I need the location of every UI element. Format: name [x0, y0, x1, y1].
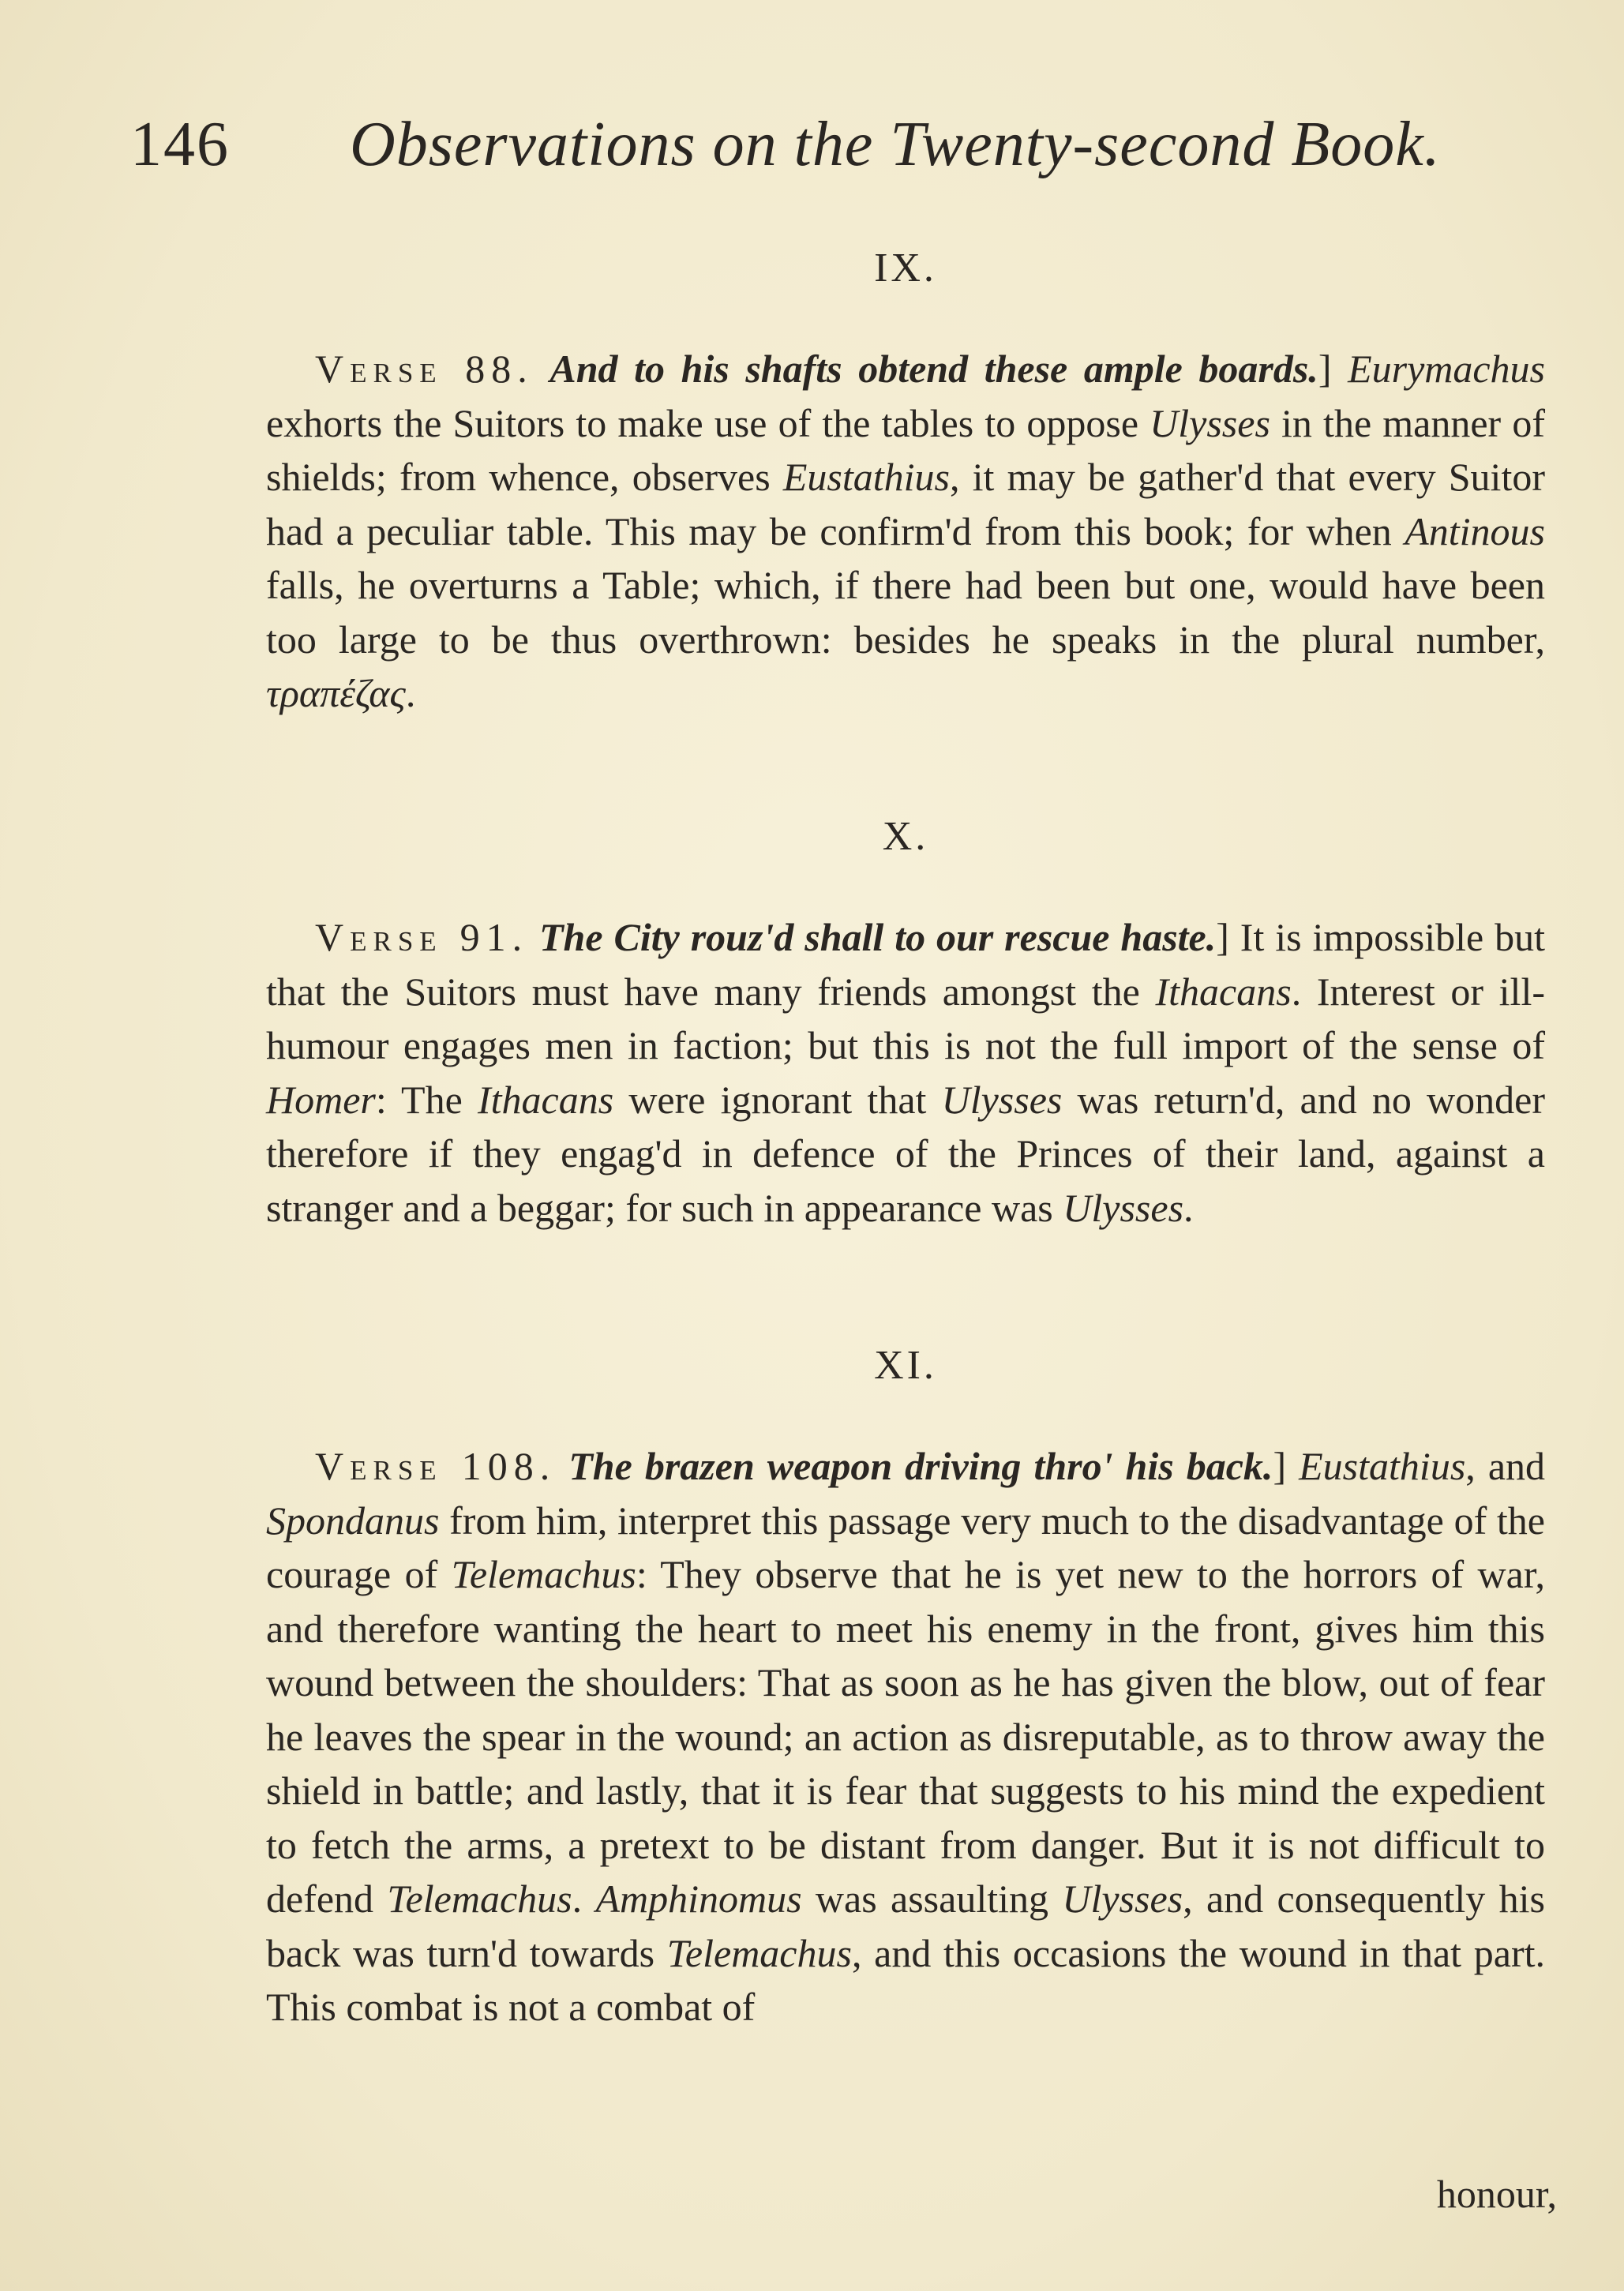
proper-name: Ulysses	[1062, 1877, 1183, 1921]
page-number: 146	[130, 110, 230, 179]
note-text: , and this occasions the wound in that part. This combat is not a combat of	[266, 1930, 1545, 2029]
note-paragraph	[266, 910, 1545, 1235]
note-text	[1331, 347, 1348, 391]
bracket: ]	[1318, 347, 1332, 391]
note-text: , and	[1465, 1444, 1546, 1488]
proper-name: Telemachus	[666, 1930, 852, 1975]
proper-name: Ulysses	[1150, 400, 1270, 445]
note-text: in the manner of shields; from whence, observes	[266, 400, 1545, 499]
note-text: : The	[375, 1077, 478, 1122]
note-section-ix	[266, 245, 1545, 721]
lemma: And to his shafts obtend these ample boards.	[549, 347, 1318, 391]
note-text: falls, he overturns a Table; which, if there had been but one, would have been too large to be thus overthrown: besides he speaks in the plural number,	[266, 563, 1545, 662]
note-text	[1286, 1444, 1299, 1488]
note-text: was assaulting	[801, 1877, 1063, 1921]
proper-name: Eustathius	[782, 455, 950, 499]
verse-label: Verse 88.	[315, 347, 534, 391]
verse-label: Verse 91.	[315, 915, 529, 959]
note-section-x	[266, 813, 1545, 1235]
note-text: was return'd, and no wonder therefore if they engag'd in defence of the Princes of their land, against a stranger and a beggar; for such in appearance was	[266, 1077, 1546, 1230]
proper-name: Telemachus	[387, 1877, 572, 1921]
lemma: The brazen weapon driving thro' his back.	[568, 1444, 1273, 1488]
note-text: from him, interpret this passage very much to the disadvantage of the courage of	[266, 1498, 1545, 1596]
proper-name: Antinous	[1405, 508, 1545, 553]
verse-label: Verse 108.	[315, 1444, 557, 1488]
proper-name: Homer	[266, 1077, 376, 1122]
bracket: ]	[1216, 915, 1229, 959]
proper-name: Eustathius	[1299, 1444, 1466, 1488]
note-text: . Interest or ill-humour engages men in faction; but this is not the full import of the sense of	[266, 969, 1545, 1067]
note-text: .	[1183, 1185, 1194, 1230]
proper-name: Eurymachus	[1348, 347, 1546, 391]
note-text: .	[405, 671, 416, 715]
greek-word: τραπέζας	[266, 671, 406, 715]
proper-name: Ulysses	[941, 1077, 1063, 1122]
lemma: The City rouz'd shall to our rescue haste.	[539, 915, 1217, 959]
note-section-xi	[266, 1342, 1545, 2034]
note-text: It is impossible but that the Suitors must have many friends amongst the	[266, 915, 1545, 1014]
section-numeral: IX.	[874, 246, 937, 291]
note-text: , and consequently his back was turn'd towards	[266, 1877, 1545, 1975]
note-text: : They observe that he is yet new to the horrors of war, and therefore wanting the heart to meet his enemy in the front, gives him this wound between the shoulders: That as soon as he has given the blow, out of fear he leaves the spear in the wound; an action as disreputable, as to throw away the shield in battle; and lastly, that it is fear that suggests to his mind the expedient to fetch the arms, a pretext to be distant from danger. But it is not difficult to defend	[266, 1552, 1545, 1921]
note-paragraph	[266, 1439, 1545, 2034]
proper-name: Ithacans	[477, 1077, 614, 1122]
section-numeral: X.	[882, 814, 929, 859]
proper-name: Ithacans	[1155, 969, 1292, 1014]
page-header	[130, 109, 1441, 196]
proper-name: Ulysses	[1063, 1185, 1184, 1230]
note-text: .	[572, 1877, 596, 1921]
proper-name: Telemachus	[451, 1552, 636, 1596]
note-paragraph	[266, 342, 1545, 721]
running-title: Observations on the Twenty-second Book.	[350, 110, 1441, 179]
section-numeral: XI.	[874, 1343, 937, 1388]
catchword: honour,	[1436, 2172, 1557, 2216]
proper-name: Spondanus	[266, 1498, 440, 1543]
proper-name: Amphinomus	[595, 1877, 802, 1921]
bracket: ]	[1273, 1444, 1287, 1488]
note-text: exhorts the Suitors to make use of the tables to oppose	[266, 400, 1150, 445]
note-text: , it may be gather'd that every Suitor had a peculiar table. This may be confirm'd from this book; for when	[266, 455, 1545, 553]
note-text: were ignorant that	[613, 1077, 942, 1122]
